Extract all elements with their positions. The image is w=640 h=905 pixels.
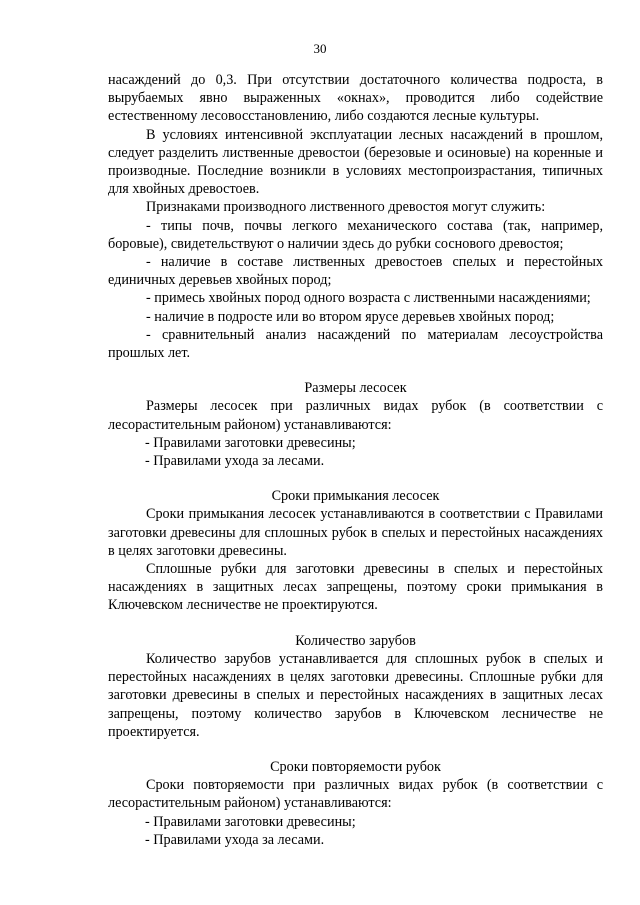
paragraph: Сплошные рубки для заготовки древесины в спелых и перестойных насаждениях в защитных лесах запрещены, поэтому сроки примыкания в Ключевском лесничестве не проектируются. — [108, 561, 603, 614]
section-heading: Размеры лесосек — [304, 380, 407, 397]
list-item: - Правилами заготовки древесины; — [145, 813, 356, 830]
list-item: - сравнительный анализ насаждений по материалам лесоустройства прошлых лет. — [108, 326, 603, 362]
paragraph: Количество зарубов устанавливается для сплошных рубок в спелых и перестойных насаждениях в целях заготовки древесины. Сплошные рубки для заготовки древесины в спелых и перестойных насаждениях в защитных лесах запрещены, поэтому количество зарубов в Ключевском лесничестве не проектируется. — [108, 650, 603, 740]
section-heading: Сроки повторяемости рубок — [270, 758, 441, 775]
list-item: - Правилами заготовки древесины; — [145, 434, 356, 451]
section-heading: Сроки примыкания лесосек — [271, 488, 440, 505]
list-item: - наличие в подросте или во втором ярусе деревьев хвойных пород; — [146, 308, 555, 325]
paragraph: насаждений до 0,3. При отсутствии достаточного количества подроста, в вырубаемых явно выраженных «окнах», проводится либо содействие естественному лесовосстановлению, либо создаются лесные культуры. — [108, 72, 603, 125]
paragraph: Сроки примыкания лесосек устанавливаются в соответствии с Правилами заготовки древесины для сплошных рубок в спелых и перестойных насаждениях в целях заготовки древесины. — [108, 506, 603, 559]
page-number: 30 — [313, 41, 327, 56]
list-item: - примесь хвойных пород одного возраста с лиственными насаждениями; — [146, 290, 591, 307]
section-heading: Количество зарубов — [295, 632, 416, 649]
paragraph: В условиях интенсивной эксплуатации лесных насаждений в прошлом, следует разделить лиственные древостои (березовые и осиновые) на коренные и производные. Последние возникли в условиях местопроизрастания, типичных для хвойных древостоев. — [108, 126, 603, 198]
list-item: - Правилами ухода за лесами. — [145, 453, 325, 470]
document-body — [108, 71, 603, 849]
list-item: - Правилами ухода за лесами. — [145, 831, 325, 848]
list-item: - типы почв, почвы легкого механического состава (так, например, боровые), свидетельствуют о наличии здесь до рубки соснового древостоя; — [108, 217, 603, 252]
list-item: - наличие в составе лиственных древостоев спелых и перестойных единичных деревьев хвойных пород; — [108, 254, 603, 289]
paragraph: Размеры лесосек при различных видах рубок (в соответствии с лесорастительным районом) устанавливаются: — [108, 398, 603, 433]
paragraph: Сроки повторяемости при различных видах рубок (в соответствии с лесорастительным районом) устанавливаются: — [108, 777, 603, 812]
paragraph: Признаками производного лиственного древостоя могут служить: — [146, 199, 546, 216]
